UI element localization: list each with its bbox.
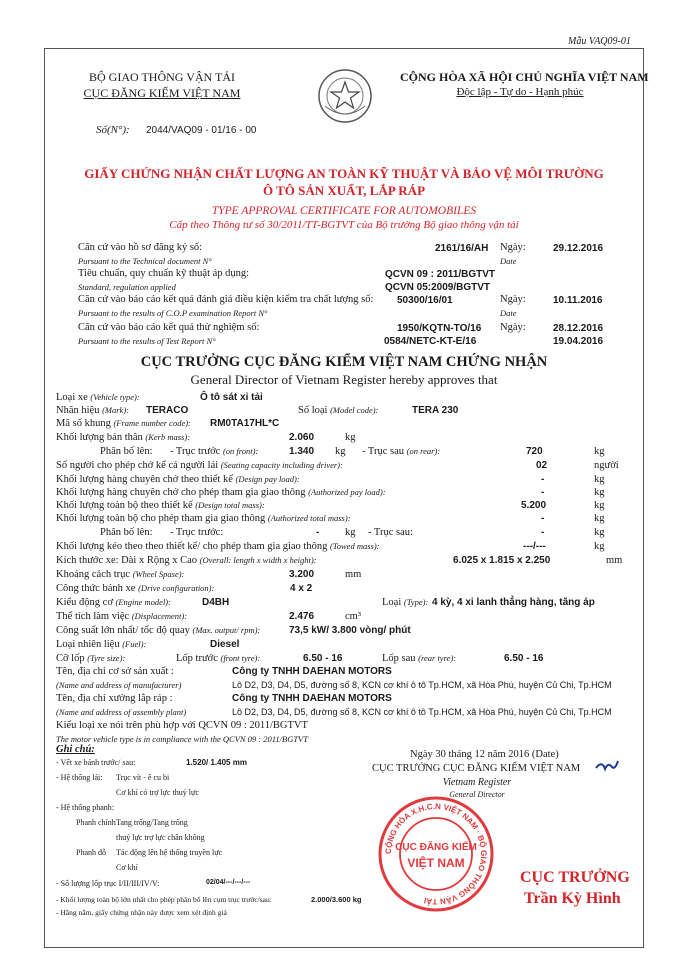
ref-test-date: 28.12.2016 [553,323,604,334]
ref-doc-sub: Pursuant to the Technical document N° [78,256,212,266]
front2-value: - [316,527,320,538]
rear-tyre-sub: (rear tyre): [418,653,457,663]
front-tyre-sub: (front tyre): [220,653,261,663]
model-label: Số loại [298,405,328,416]
drive-label: Công thức bánh xe [56,583,136,594]
engine-label: Kiểu động cơ [56,597,113,608]
auth-payload-value: - [541,487,545,498]
note-park-v2: Cơ khí [116,863,138,872]
fuel-value: Diesel [210,639,240,650]
displacement-label: Thể tích làm việc [56,611,130,622]
drive-sub: (Drive configuration): [138,583,215,593]
auth-payload-label: Khối lượng hàng chuyên chở cho phép tham gia giao thông [56,487,306,498]
ref-doc-label: Căn cứ vào hồ sơ đăng ký số: [78,242,203,253]
auth-total-label: Khối lượng toàn bộ cho phép tham gia giao thông [56,513,266,524]
engine-type-value: 4 kỳ, 4 xi lanh thẳng hàng, tăng áp [432,597,595,608]
towed-sub: (Towed mass): [329,541,380,551]
ref-cop-date-sub: Date [500,308,517,318]
number-value: 2044/VAQ09 - 01/16 - 00 [146,125,257,136]
motto: Độc lập - Tự do - Hạnh phúc [456,86,584,98]
total-unit: kg [594,500,605,511]
manufacturer-address: Lô D2, D3, D4, D5, đường số 8, KCN cơ khí ô tô Tp.HCM, xã Hòa Phú, huyện Củ Chi, Tp.HCM [232,680,612,690]
ref-cop-value: 50300/16/01 [397,295,453,306]
ref-test-label: Căn cứ vào báo cáo kết quả thử nghiệm số: [78,322,260,333]
agency-name: CỤC ĐĂNG KIỂM VIỆT NAM [83,86,241,100]
plant-address: Lô D2, D3, D4, D5, đường số 8, KCN cơ khí ô tô Tp.HCM, xã Hòa Phú, huyện Củ Chi, Tp.HCM [232,707,612,717]
vehicle-type-value: Ô tô sát xi tải [200,392,263,403]
payload-label: Khối lượng hàng chuyên chở theo thiết kế [56,474,233,485]
manufacturer-label: Tên, địa chỉ cơ sở sản xuất : [56,666,174,677]
stamp-ring-text: CỘNG HÒA X.H.C.N VIỆT NAM · BỘ GIAO THÔNG VẬN TẢI [383,801,489,907]
fuel-sub: (Fuel): [122,639,147,649]
note-brake-label: - Hệ thống phanh: [56,803,114,812]
seat-unit: người [594,460,619,471]
rear2-label: - Trục sau: [368,527,413,538]
kerb-value: 2.060 [289,432,315,443]
note-axle-value: 2.000/3.600 kg [311,895,362,904]
rear-axle-label: - Trục sau [362,446,405,457]
power-label: Công suất lớn nhất/ tốc độ quay [56,625,190,636]
auth-payload-unit: kg [594,487,605,498]
stamp-line-2: VIỆT NAM [407,856,465,870]
number-label: Số(N°): [96,124,130,136]
rear2-unit: kg [594,527,605,538]
signer-title: CỤC TRƯỞNG [520,869,630,886]
payload-value: - [541,474,545,485]
dim-value: 6.025 x 1.815 x 2.250 [453,555,551,566]
note-track-label: - Vết xe bánh trước/ sau: [56,758,136,767]
note-service-v2: thuỷ lực trợ lực chân không [116,833,205,842]
note-service-label: Phanh chính [76,818,116,827]
dist-label: Phân bố lên: [100,446,153,457]
auth-total-sub: (Authorized total mass): [267,513,351,523]
front2-unit: kg [345,527,356,538]
towed-unit: kg [594,541,605,552]
ref-test-date-label: Ngày: [500,322,526,333]
rear-axle-value: 720 [526,446,543,457]
wheelbase-unit: mm [345,569,362,580]
dist2-label: Phân bố lên: [100,527,153,538]
engine-type-sub: (Type): [403,597,429,607]
title-en: TYPE APPROVAL CERTIFICATE FOR AUTOMOBILES [211,205,477,217]
title-vi-1: GIẤY CHỨNG NHẬN CHẤT LƯỢNG AN TOÀN KỸ THUẬT VÀ BẢO VỆ MÔI TRƯỜNG [84,166,604,181]
sign-title-en-1: Vietnam Register [442,777,512,788]
dim-unit: mm [606,555,623,566]
total-label: Khối lượng toàn bộ theo thiết kế [56,500,193,511]
ref-test-value: 1950/KQTN-TO/16 [397,323,482,334]
title-vi-2: Ô TÔ SẢN XUẤT, LẮP RÁP [262,183,426,198]
vehicle-type-label: Loại xe [56,392,88,403]
front2-label: - Trục trước: [170,527,224,538]
ref-std-value: QCVN 09 : 2011/BGTVT [385,269,496,280]
front-tyre-value: 6.50 - 16 [303,653,343,664]
signer-name: Trần Kỳ Hình [524,890,621,907]
sign-date: Ngày 30 tháng 12 năm 2016 (Date) [410,749,559,760]
rear-tyre-label: Lốp sau [382,653,416,664]
ref-cop-date-label: Ngày: [500,294,526,305]
note-tyres-label: - Số lượng lốp trục I/II/III/IV/V: [56,879,160,888]
payload-sub: (Design pay load): [235,474,300,484]
official-stamp [376,794,496,914]
title-basis: Cấp theo Thông tư số 30/2011/TT-BGTVT của Bộ trưởng Bộ giao thông vận tải [169,219,519,231]
note-axle-label: - Khối lượng toàn bộ lớn nhất cho phép phân bố lên cụm trục trước/sau: [56,895,272,904]
model-sub: (Model code): [330,405,379,415]
vehicle-type-sub: (Vehicle type): [90,392,140,402]
manufacturer-name: Công ty TNHH DAEHAN MOTORS [232,666,392,677]
ref-test-sub: Pursuant to the results of Test Report N° [78,336,216,346]
frame-sub: (Frame number code): [113,418,191,428]
notes-title: Ghi chú: [56,744,95,755]
engine-sub: (Engine model): [115,597,171,607]
power-value: 73,5 kW/ 3.800 vòng/ phút [289,625,411,636]
note-service-v1: Tang trống/Tang trống [116,818,188,827]
sign-title-vi: CỤC TRƯỞNG CỤC ĐĂNG KIỂM VIỆT NAM [372,763,581,774]
national-emblem-icon [317,68,373,124]
rear-tyre-value: 6.50 - 16 [504,653,544,664]
compliance-en: The motor vehicle type is in compliance with the QCVN 09 : 2011/BGTVT [56,734,308,744]
ref-cop-date: 10.11.2016 [553,295,603,306]
rear-axle-unit: kg [594,446,605,457]
kerb-unit: kg [345,432,356,443]
compliance-vi: Kiểu loại xe nói trên phù hợp với QCVN 09 : 2011/BGTVT [56,720,308,731]
front-axle-value: 1.340 [289,446,315,457]
republic-name: CỘNG HÒA XÃ HỘI CHỦ NGHĨA VIỆT NAM [400,70,649,84]
mark-label: Nhãn hiệu [56,405,100,416]
auth-total-value: - [541,513,545,524]
towed-label: Khối lượng kéo theo theo thiết kế/ cho phép tham gia giao thông [56,541,328,552]
total-sub: (Design total mass): [195,500,265,510]
towed-value: ---/--- [523,541,546,552]
plant-sub: (Name and address of assembly plant) [56,707,187,717]
ministry-name: BỘ GIAO THÔNG VẬN TẢI [89,70,235,84]
note-steering-v1: Trục vít - ê cu bi [116,773,170,782]
displacement-sub: (Displacement): [131,611,188,621]
ref-cop-sub: Pursuant to the results of C.O.P examination Report N° [78,308,268,318]
wheelbase-value: 3.200 [289,569,315,580]
ref-cop-label: Căn cứ vào báo cáo kết quả đánh giá điều kiện kiểm tra chất lượng số: [78,294,374,305]
displacement-unit: cm³ [345,611,361,622]
form-code: Mẫu VAQ09-01 [568,36,631,47]
seat-sub: (Seating capacity including driver): [220,460,343,470]
dim-label: Kích thước xe: Dài x Rộng x Cao [56,555,198,566]
ref-doc-value: 2161/16/AH [435,243,489,254]
kerb-label: Khối lượng bản thân [56,432,143,443]
ref-std-label: Tiêu chuẩn, quy chuẩn kỹ thuật áp dụng: [78,268,250,279]
payload-unit: kg [594,474,605,485]
front-axle-unit: kg [335,446,346,457]
plant-name: Công ty TNHH DAEHAN MOTORS [232,693,392,704]
tyre-sub: (Tyre size): [87,653,126,663]
note-park-v1: Tác động lên hệ thống truyền lực [116,848,223,857]
front-axle-sub: (on front): [222,446,259,456]
ref-doc-date-sub: Date [500,256,517,266]
model-value: TERA 230 [412,405,459,416]
auth-total-unit: kg [594,513,605,524]
ref-doc-date: 29.12.2016 [553,243,604,254]
ref-std-sub: Standard, regulation applied [78,282,176,292]
rear-axle-sub: (on rear): [406,446,441,456]
ref-test-value-2: 0584/NETC-KT-E/16 [384,336,477,347]
rear2-value: - [541,527,545,538]
signature-tick-icon [594,758,620,779]
note-steering-label: - Hệ thống lái: [56,773,103,782]
sign-title-en-2: General Director [449,790,505,799]
wheelbase-sub: (Wheel Spase): [132,569,185,579]
mark-value: TERACO [146,405,189,416]
mark-sub: (Mark): [102,405,129,415]
engine-value: D4BH [202,597,230,608]
tyre-label: Cỡ lốp [56,653,85,664]
note-park-label: Phanh đỗ [76,848,106,857]
ref-test-date-2: 19.04.2016 [553,336,604,347]
note-steering-v2: Cơ khí có trợ lực thuỷ lực [116,788,199,797]
dim-sub: (Overall: length x width x height): [199,555,317,565]
front-axle-label: - Trục trước [170,446,221,457]
ref-doc-date-label: Ngày: [500,242,526,253]
frame-value: RM0TA17HL*C [210,418,280,429]
kerb-sub: (Kerb mass): [145,432,191,442]
stamp-line-1: CỤC ĐĂNG KIỂM [395,842,477,853]
total-value: 5.200 [521,500,547,511]
frame-label: Mã số khung [56,418,111,429]
seat-value: 02 [536,460,548,471]
ref-std-value-2: QCVN 05:2009/BGTVT [385,282,491,293]
plant-label: Tên, địa chỉ xưởng lắp ráp : [56,693,173,704]
front-tyre-label: Lốp trước [176,653,218,664]
power-sub: (Max. output/ rpm): [192,625,261,635]
note-track-value: 1.520/ 1.405 mm [186,758,247,767]
seat-label: Số người cho phép chở kể cả người lái [56,460,219,471]
drive-value: 4 x 2 [290,583,313,594]
approval-vi: CỤC TRƯỞNG CỤC ĐĂNG KIỂM VIỆT NAM CHỨNG NHẬN [140,354,548,370]
approval-en: General Director of Vietnam Register hereby approves that [190,372,498,387]
fuel-label: Loại nhiên liệu [56,639,120,650]
note-tyres-value: 02/04/---/---/--- [206,879,251,886]
engine-type-label: Loại [382,597,402,608]
wheelbase-label: Khoảng cách trục [56,569,131,580]
auth-payload-sub: (Authorized pay load): [308,487,386,497]
displacement-value: 2.476 [289,611,315,622]
note-mark: - Hãng nắm, giấy chứng nhận này được xem xét định giá [56,908,227,917]
manufacturer-sub: (Name and address of manufacturer) [56,680,182,690]
